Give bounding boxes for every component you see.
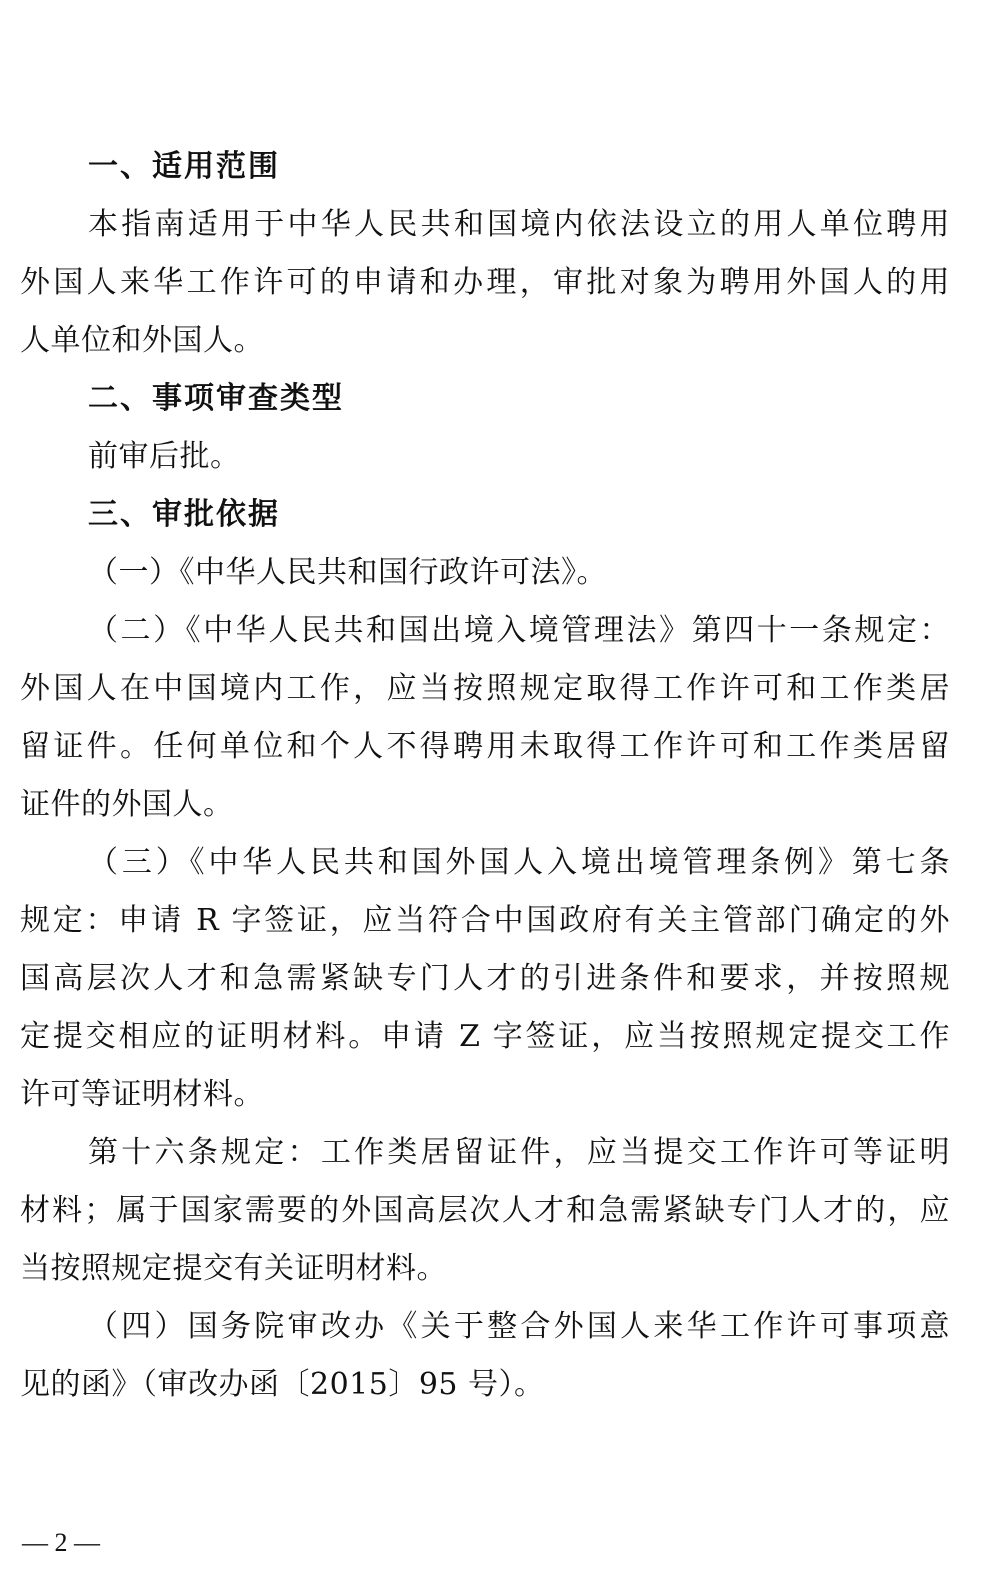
heading-basis: 三、审批依据: [88, 497, 280, 532]
basis-item-4-line-1: （四）国务院审改办《关于整合外国人来华工作许可事项意: [88, 1309, 950, 1344]
basis-item-1: （一）《中华人民共和国行政许可法》。: [88, 555, 607, 590]
article-16-line-1: 第十六条规定：工作类居留证件，应当提交工作许可等证明: [88, 1135, 950, 1170]
basis-item-3-line-1: （三）《中华人民共和国外国人入境出境管理条例》第七条: [88, 845, 950, 880]
basis-item-3-line-2: 规定：申请 R 字签证，应当符合中国政府有关主管部门确定的外: [20, 903, 950, 938]
scope-line-3: 人单位和外国人。: [20, 323, 264, 358]
basis-item-3-line-3: 国高层次人才和急需紧缺专门人才的引进条件和要求，并按照规: [20, 961, 950, 996]
heading-scope: 一、适用范围: [88, 149, 280, 184]
basis-item-3-line-4: 定提交相应的证明材料。申请 Z 字签证，应当按照规定提交工作: [20, 1019, 950, 1054]
basis-item-4-line-2: 见的函》（审改办函〔2015〕95 号）。: [20, 1367, 545, 1402]
basis-item-2-line-1: （二）《中华人民共和国出境入境管理法》第四十一条规定：: [88, 613, 950, 648]
basis-item-3-line-5: 许可等证明材料。: [20, 1077, 264, 1112]
basis-item-2-line-2: 外国人在中国境内工作，应当按照规定取得工作许可和工作类居: [20, 671, 950, 706]
scope-line-1: 本指南适用于中华人民共和国境内依法设立的用人单位聘用: [88, 207, 950, 242]
article-16-line-2: 材料；属于国家需要的外国高层次人才和急需紧缺专门人才的，应: [20, 1193, 950, 1228]
scope-line-2: 外国人来华工作许可的申请和办理，审批对象为聘用外国人的用: [20, 265, 950, 300]
heading-review-type: 二、事项审查类型: [88, 381, 344, 416]
review-type-line-1: 前审后批。: [88, 439, 241, 474]
page-number: — 2 —: [22, 1528, 100, 1557]
article-16-line-3: 当按照规定提交有关证明材料。: [20, 1251, 447, 1286]
basis-item-2-line-4: 证件的外国人。: [20, 787, 234, 822]
basis-item-2-line-3: 留证件。任何单位和个人不得聘用未取得工作许可和工作类居留: [20, 729, 950, 764]
